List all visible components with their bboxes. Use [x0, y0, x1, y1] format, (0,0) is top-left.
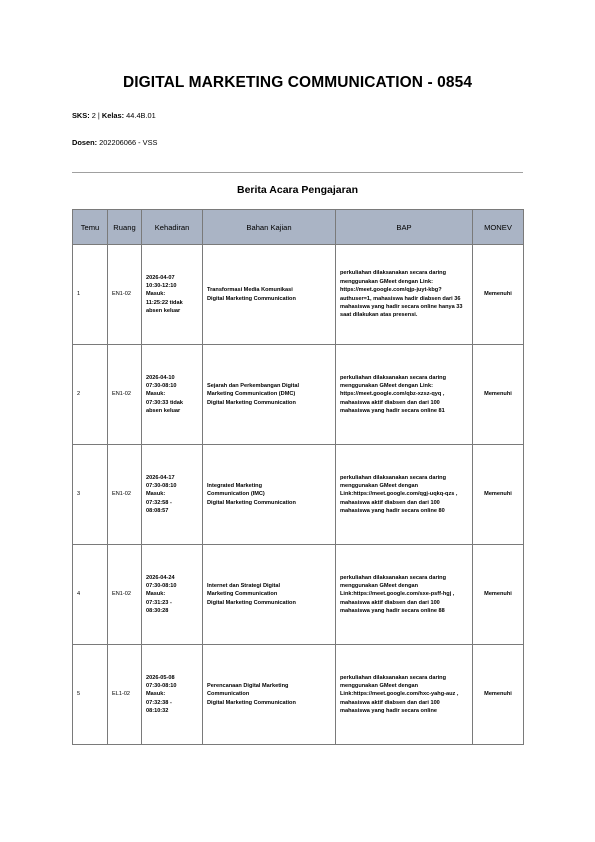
bahan-line: Internet dan Strategi Digital	[207, 582, 281, 589]
kehadiran-line: 07:30-08:10	[146, 682, 177, 689]
header-ruang: Ruang	[108, 210, 142, 245]
kehadiran-line: 07:30-08:10	[146, 382, 177, 389]
kehadiran-line: 2026-05-08	[146, 674, 175, 681]
table-header-row	[73, 210, 524, 245]
bap-cell: perkuliahan dilaksanakan secara daring menggunakan GMeet dengan Link:https://meet.google.com/sxe-psff-hgj , mahasiswa aktif diabsen dan dari 100 mahasiswa yang hadir secara online 88	[336, 545, 473, 645]
header-temu: Temu	[73, 210, 108, 245]
bahan-kajian-cell	[203, 245, 336, 345]
kehadiran-line: absen keluar	[146, 308, 181, 315]
kehadiran-line: 07:32:38 -	[146, 699, 172, 706]
teaching-record-table	[72, 209, 524, 745]
kehadiran-line: 07:30-08:10	[146, 482, 177, 489]
bahan-kajian-cell	[203, 645, 336, 745]
temu-cell: 2	[73, 345, 108, 445]
kehadiran-cell	[142, 445, 203, 545]
bahan-line: Communication	[207, 691, 250, 698]
sks-value: 2	[91, 111, 96, 120]
lecturer-info-line: Dosen: 202206066 - VSS	[72, 138, 158, 147]
monev-cell: Memenuhi	[473, 345, 524, 445]
header-monev: MONEV	[473, 210, 524, 245]
kehadiran-cell	[142, 545, 203, 645]
bahan-line: Digital Marketing Communication	[207, 399, 296, 406]
dosen-value: 202206066 - VSS	[99, 138, 158, 147]
kehadiran-cell	[142, 645, 203, 745]
kehadiran-line: 11:25:22 tidak	[146, 299, 183, 306]
kehadiran-line: 10:30-12:10	[146, 282, 177, 289]
kehadiran-line: 07:32:58 -	[146, 499, 172, 506]
sks-label: SKS	[72, 111, 88, 120]
temu-cell: 4	[73, 545, 108, 645]
bahan-kajian-cell	[203, 445, 336, 545]
ruang-cell: EL1-02	[108, 645, 142, 745]
bahan-line: Marketing Communication (DMC)	[207, 391, 296, 398]
kehadiran-line: 2026-04-07	[146, 274, 175, 281]
bahan-line: Communication (IMC)	[207, 491, 265, 498]
monev-cell: Memenuhi	[473, 645, 524, 745]
monev-cell: Memenuhi	[473, 245, 524, 345]
table-row	[73, 445, 524, 545]
kehadiran-line: 07:30:33 tidak	[146, 399, 184, 406]
kehadiran-line: Masuk:	[146, 591, 166, 598]
bahan-line: Sejarah dan Perkembangan Digital	[207, 382, 300, 389]
kehadiran-line: 2026-04-10	[146, 374, 175, 381]
kehadiran-line: Masuk:	[146, 291, 166, 298]
header-bap: BAP	[336, 210, 473, 245]
bahan-line: Transformasi Media Komunikasi	[207, 287, 293, 294]
bahan-kajian-cell	[203, 545, 336, 645]
page-title: DIGITAL MARKETING COMMUNICATION - 0854	[122, 74, 473, 91]
kehadiran-line: 08:30:28	[146, 608, 169, 615]
table-row	[73, 245, 524, 345]
ruang-cell: EN1-02	[108, 445, 142, 545]
divider	[72, 172, 523, 173]
kehadiran-cell	[142, 345, 203, 445]
kehadiran-cell	[142, 245, 203, 345]
table-row	[73, 345, 524, 445]
class-info-line: SKS: 2 | Kelas: 44.4B.01	[72, 111, 156, 120]
kehadiran-line: 2026-04-24	[146, 574, 175, 581]
bap-cell: perkuliahan dilaksanakan secara daring menggunakan GMeet dengan Link: https://meet.google.com/qjp-juyt-kbg?authuser=1, mahasiswa hadir diabsen dari 36 mahasiswa yang hadir secara online hanya 33 saat dilakukan atas presensi.	[336, 245, 473, 345]
kelas-value: 44.4B.01	[126, 111, 156, 120]
bahan-line: Digital Marketing Communication	[207, 295, 296, 302]
temu-cell: 1	[73, 245, 108, 345]
monev-cell: Memenuhi	[473, 545, 524, 645]
kehadiran-line: Masuk:	[146, 491, 166, 498]
bahan-line: Digital Marketing Communication	[207, 499, 296, 506]
kehadiran-line: 2026-04-17	[146, 474, 175, 481]
temu-cell: 5	[73, 645, 108, 745]
bahan-line: Digital Marketing Communication	[207, 599, 296, 606]
temu-cell: 3	[73, 445, 108, 545]
table-row	[73, 645, 524, 745]
kehadiran-line: Masuk:	[146, 391, 166, 398]
header-kehadiran: Kehadiran	[142, 210, 203, 245]
dosen-label: Dosen	[72, 138, 95, 147]
kehadiran-line: absen keluar	[146, 408, 181, 415]
monev-cell: Memenuhi	[473, 445, 524, 545]
ruang-cell: EN1-02	[108, 345, 142, 445]
bahan-kajian-cell	[203, 345, 336, 445]
bahan-line: Perencanaan Digital Marketing	[207, 682, 289, 689]
ruang-cell: EN1-02	[108, 545, 142, 645]
table-row	[73, 545, 524, 645]
bahan-line: Marketing Communication	[207, 591, 278, 598]
kehadiran-line: 08:10:32	[146, 708, 169, 715]
bap-cell: perkuliahan dilaksanakan secara daring menggunakan GMeet dengan Link:https://meet.google.com/hxc-yahg-auz , mahasiswa aktif diabsen dan dari 100 mahasiswa yang hadir secara online	[336, 645, 473, 745]
kehadiran-line: 07:30-08:10	[146, 582, 177, 589]
bahan-line: Digital Marketing Communication	[207, 699, 296, 706]
bap-cell: perkuliahan dilaksanakan secara daring menggunakan GMeet dengan Link: https://meet.google.com/qbz-xzsz-qyq , mahasiswa aktif diabsen dan dari 100 mahasiswa yang hadir secara online 81	[336, 345, 473, 445]
bahan-line: Integrated Marketing	[207, 482, 263, 489]
header-bahan-kajian: Bahan Kajian	[203, 210, 336, 245]
kehadiran-line: 07:31:23 -	[146, 599, 172, 606]
kehadiran-line: Masuk:	[146, 691, 166, 698]
section-title: Berita Acara Pengajaran	[236, 184, 358, 196]
kelas-label: Kelas	[101, 111, 122, 120]
kehadiran-line: 08:08:57	[146, 508, 169, 515]
bap-cell: perkuliahan dilaksanakan secara daring menggunakan GMeet dengan Link:https://meet.google.com/qgj-uqkq-qzs , mahasiswa aktif diabsen dan dari 100 mahasiswa yang hadir secara online 80	[336, 445, 473, 545]
ruang-cell: EN1-02	[108, 245, 142, 345]
